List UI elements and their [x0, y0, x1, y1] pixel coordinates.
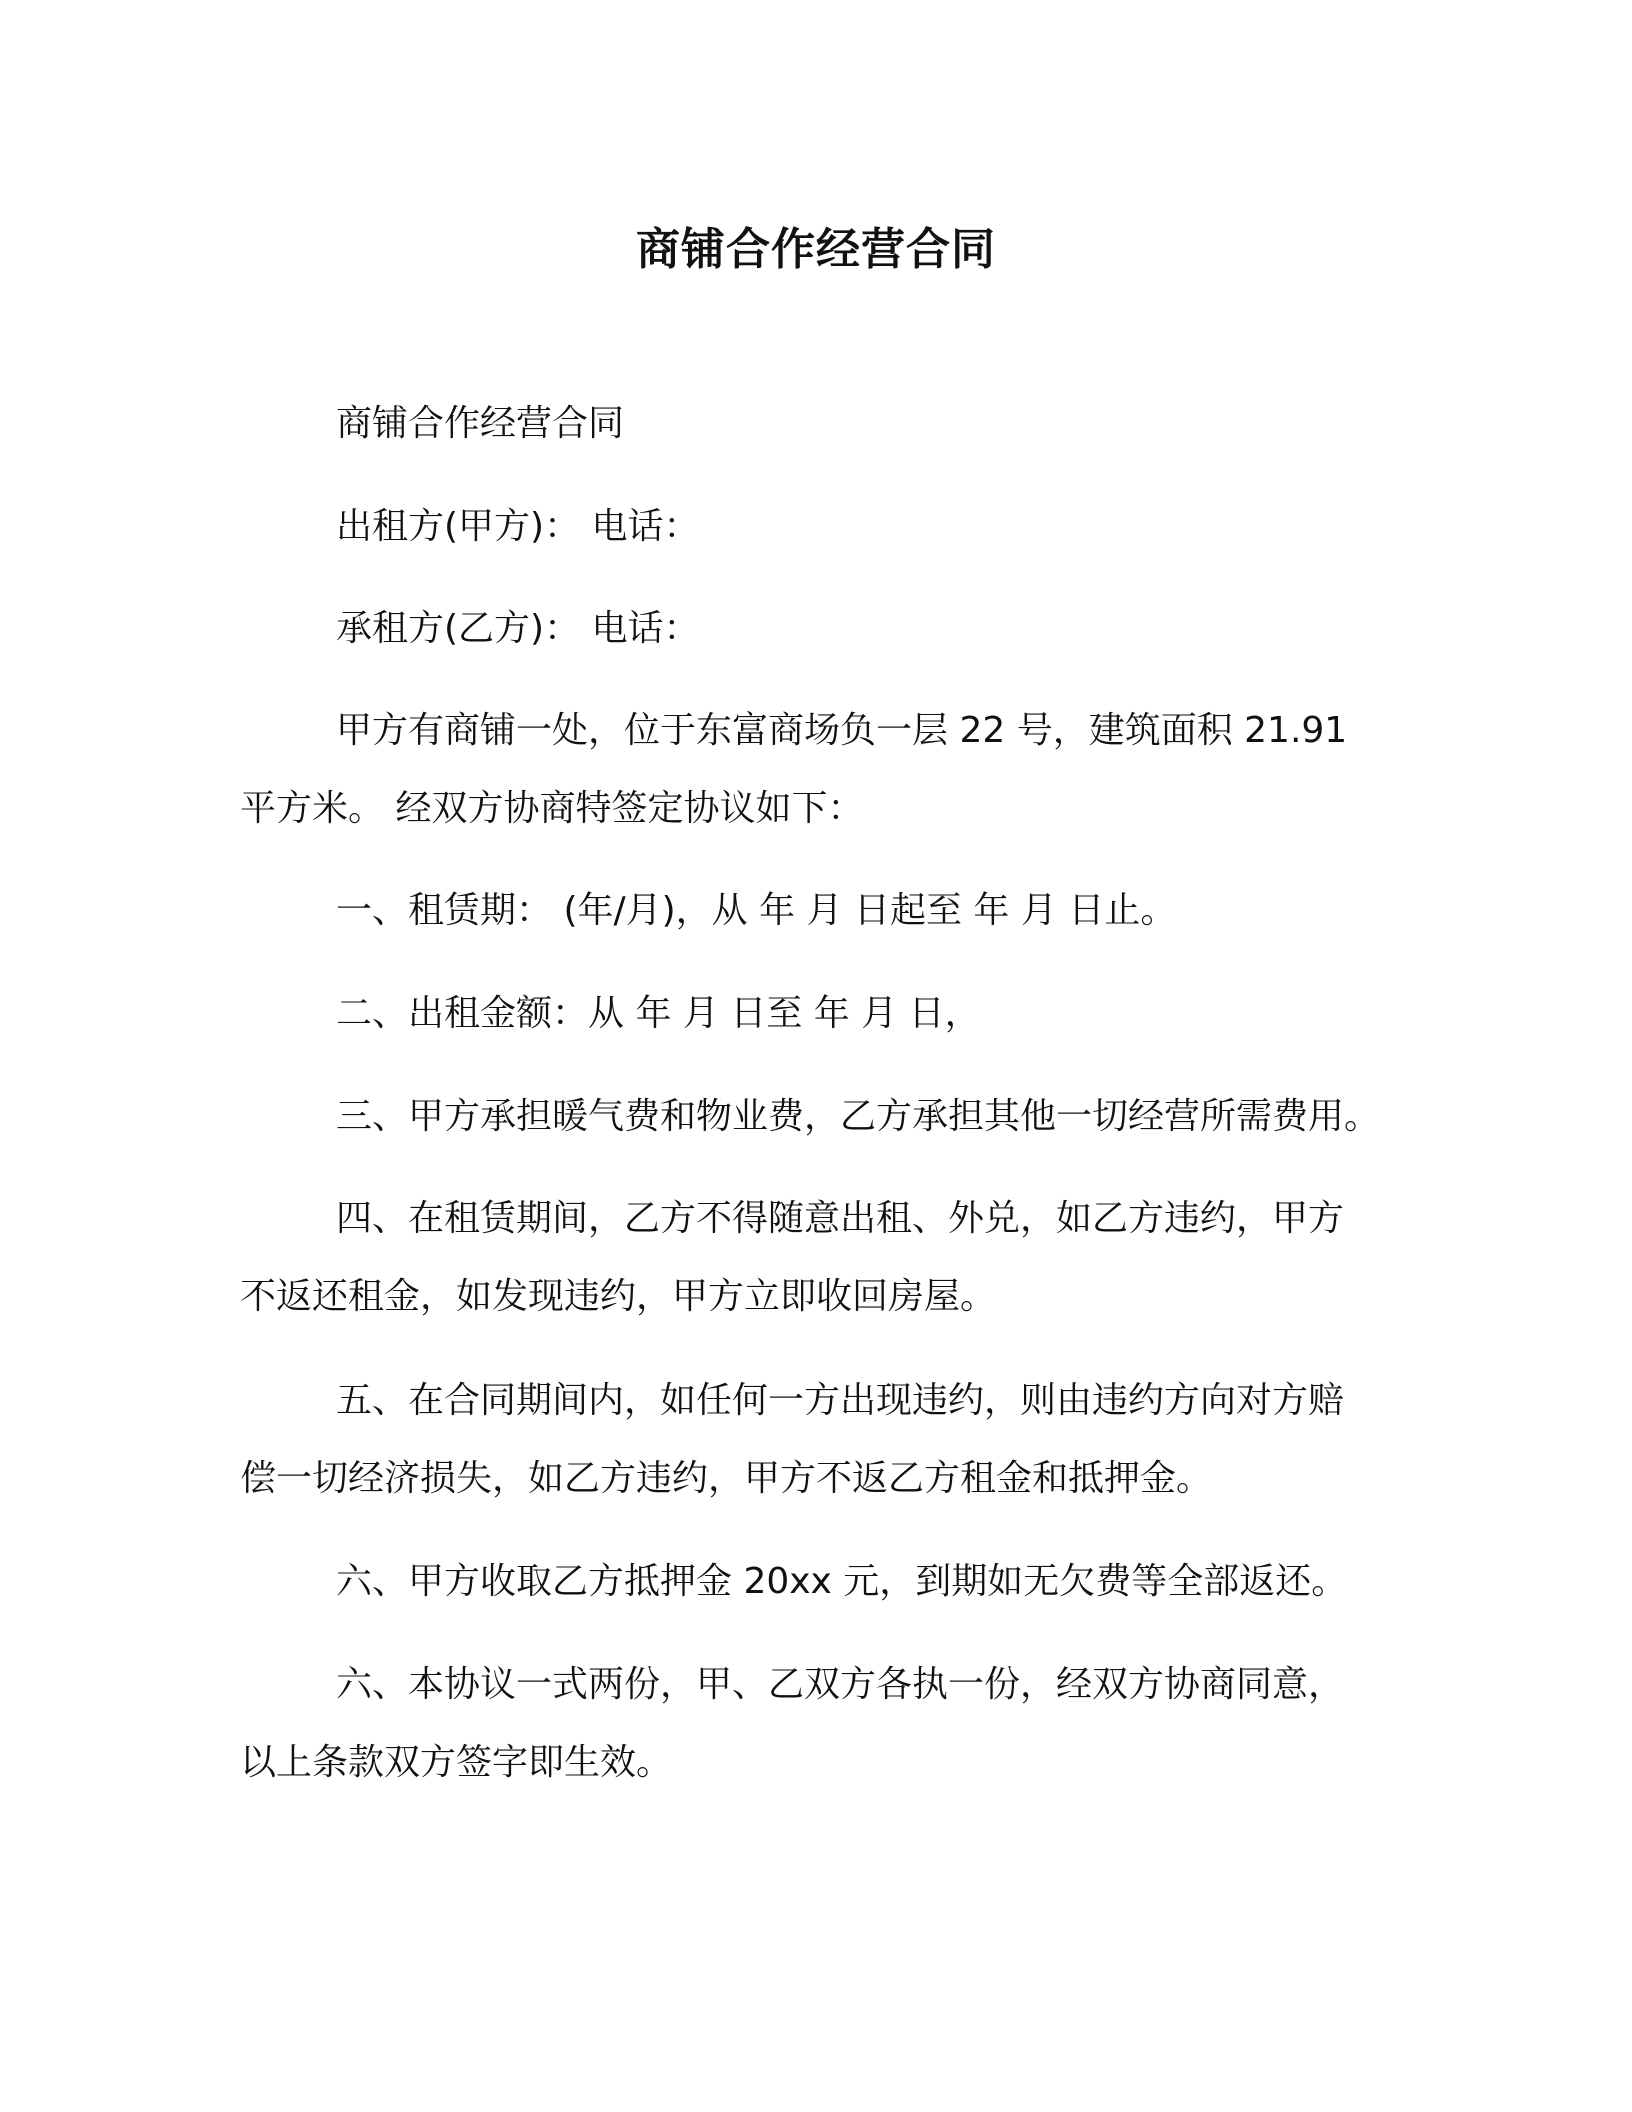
paragraph-line: 六、甲方收取乙方抵押金 20xx 元，到期如无欠费等全部返还。	[336, 1561, 1348, 1602]
paragraph-clause-6a	[240, 1543, 1420, 1621]
paragraph-line: 以上条款双方签字即生效。	[240, 1742, 673, 1783]
paragraph-line: 三、甲方承担暖气费和物业费，乙方承担其他一切经营所需费用。	[336, 1096, 1381, 1137]
paragraph-line: 甲方有商铺一处，位于东富商场负一层 22 号，建筑面积 21.91	[336, 710, 1348, 751]
paragraph-line: 商铺合作经营合同	[336, 403, 625, 444]
paragraph-intro	[240, 692, 1420, 848]
paragraph-subtitle	[240, 385, 1420, 463]
paragraph-clause-3	[240, 1078, 1420, 1156]
paragraph-clause-4	[240, 1180, 1420, 1336]
paragraph-clause-2	[240, 975, 1420, 1053]
paragraph-lessor	[240, 488, 1420, 566]
paragraph-line: 四、在租赁期间，乙方不得随意出租、外兑，如乙方违约，甲方	[336, 1198, 1345, 1239]
paragraph-clause-1	[240, 872, 1420, 950]
paragraph-line: 六、本协议一式两份，甲、乙双方各执一份，经双方协商同意，	[336, 1664, 1345, 1705]
paragraph-line: 一、租赁期： (年/月)，从 年 月 日起至 年 月 日止。	[336, 890, 1177, 931]
paragraph-clause-5	[240, 1362, 1420, 1518]
paragraph-clause-6b	[240, 1646, 1420, 1802]
paragraph-line: 承租方(乙方)： 电话：	[336, 608, 700, 649]
paragraph-line: 出租方(甲方)： 电话：	[336, 506, 700, 547]
paragraph-line: 偿一切经济损失，如乙方违约，甲方不返乙方租金和抵押金。	[240, 1458, 1213, 1499]
document-title: 商铺合作经营合同	[636, 224, 996, 275]
paragraph-line: 平方米。 经双方协商特签定协议如下：	[240, 788, 864, 829]
paragraph-line: 二、出租金额：从 年 月 日至 年 月 日，	[336, 993, 981, 1034]
paragraph-line: 五、在合同期间内，如任何一方出现违约，则由违约方向对方赔	[336, 1380, 1345, 1421]
paragraph-lessee	[240, 590, 1420, 668]
paragraph-line: 不返还租金，如发现违约，甲方立即收回房屋。	[240, 1276, 997, 1317]
